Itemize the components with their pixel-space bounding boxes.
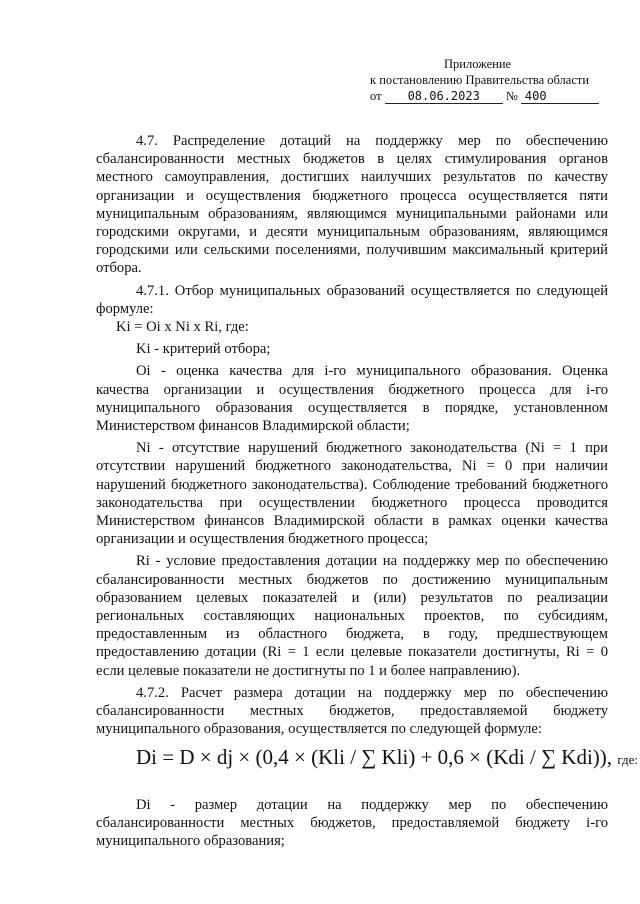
header-resolution-label: к постановлению Правительства области bbox=[370, 73, 590, 87]
header-date-prefix: от bbox=[370, 89, 382, 103]
header-number: 400 bbox=[521, 90, 599, 104]
document-header bbox=[370, 56, 620, 104]
formula-di-tail: где: bbox=[617, 751, 638, 767]
paragraph-4-7-1: 4.7.1. Отбор муниципальных образований осуществляется по следующей формуле: bbox=[96, 282, 608, 317]
formula-di-expression: Di = D × dj × (0,4 × (Kli / ∑ Kli) + 0,6 × (Kdi / ∑ Kdi)), bbox=[136, 744, 613, 769]
formula-di bbox=[96, 743, 638, 774]
formula-ki: Ki = Oi x Ni x Ri, где: bbox=[116, 319, 249, 336]
header-date-row bbox=[370, 88, 620, 104]
paragraph-4-7-2: 4.7.2. Расчет размера дотации на поддержку мер по обеспечению сбалансированности местных бюджетов, предоставляемой бюджету муниципального образования, осуществляется по следующей формуле: bbox=[96, 684, 608, 738]
header-number-prefix: № bbox=[505, 89, 518, 103]
definition-ki: Ki - критерий отбора; bbox=[136, 341, 271, 358]
definition-di: Di - размер дотации на поддержку мер по обеспечению сбалансированности местных бюджетов, предоставляемой бюджету i-го муниципального образования; bbox=[96, 796, 608, 849]
definition-ni: Ni - отсутствие нарушений бюджетного законодательства (Ni = 1 при отсутствии нарушений бюджетного законодательства, Ni = 0 при наличии нарушений бюджетного законодательства). Соблюдение требований бюджетного законодательства при осуществлении бюджетного процесса проводится Министерством финансов Владимирской области в рамках оценки качества организации и осуществления бюджетного процесса; bbox=[96, 440, 608, 548]
definition-ri: Ri - условие предоставления дотации на поддержку мер по обеспечению сбалансированности местных бюджетов по достижению муниципальным образованием целевых показателей и (или) результатов по реализации региональных составляющих национальных проектов, по субсидиям, предоставленным из областного бюджета, в году, предшествующем предоставлению дотации (Ri = 1 если целевые показатели достигнуты, Ri = 0 если целевые показатели не достигнуты по 1 и более направлению). bbox=[96, 553, 608, 679]
header-date: 08.06.2023 bbox=[385, 90, 503, 104]
paragraph-4-7: 4.7. Распределение дотаций на поддержку мер по обеспечению сбалансированности местных бюджетов в целях стимулирования органов местного самоуправления, достигших наилучших результатов по качеству организации и осуществления бюджетного процесса осуществляется пяти муниципальным образованиям, являющимся муниципальными районами или городскими округами, и десяти муниципальным образованиям, являющимся городскими или сельскими поселениями, получившим максимальный критерий отбора. bbox=[96, 133, 608, 277]
document-body bbox=[96, 132, 638, 850]
definition-oi: Oi - оценка качества для i-го муниципального образования. Оценка качества организации и осуществления бюджетного процесса для i-го муниципального образования осуществляется в порядке, установленном Министерством финансов Владимирской области; bbox=[96, 363, 608, 435]
header-appendix-label: Приложение bbox=[444, 57, 512, 71]
